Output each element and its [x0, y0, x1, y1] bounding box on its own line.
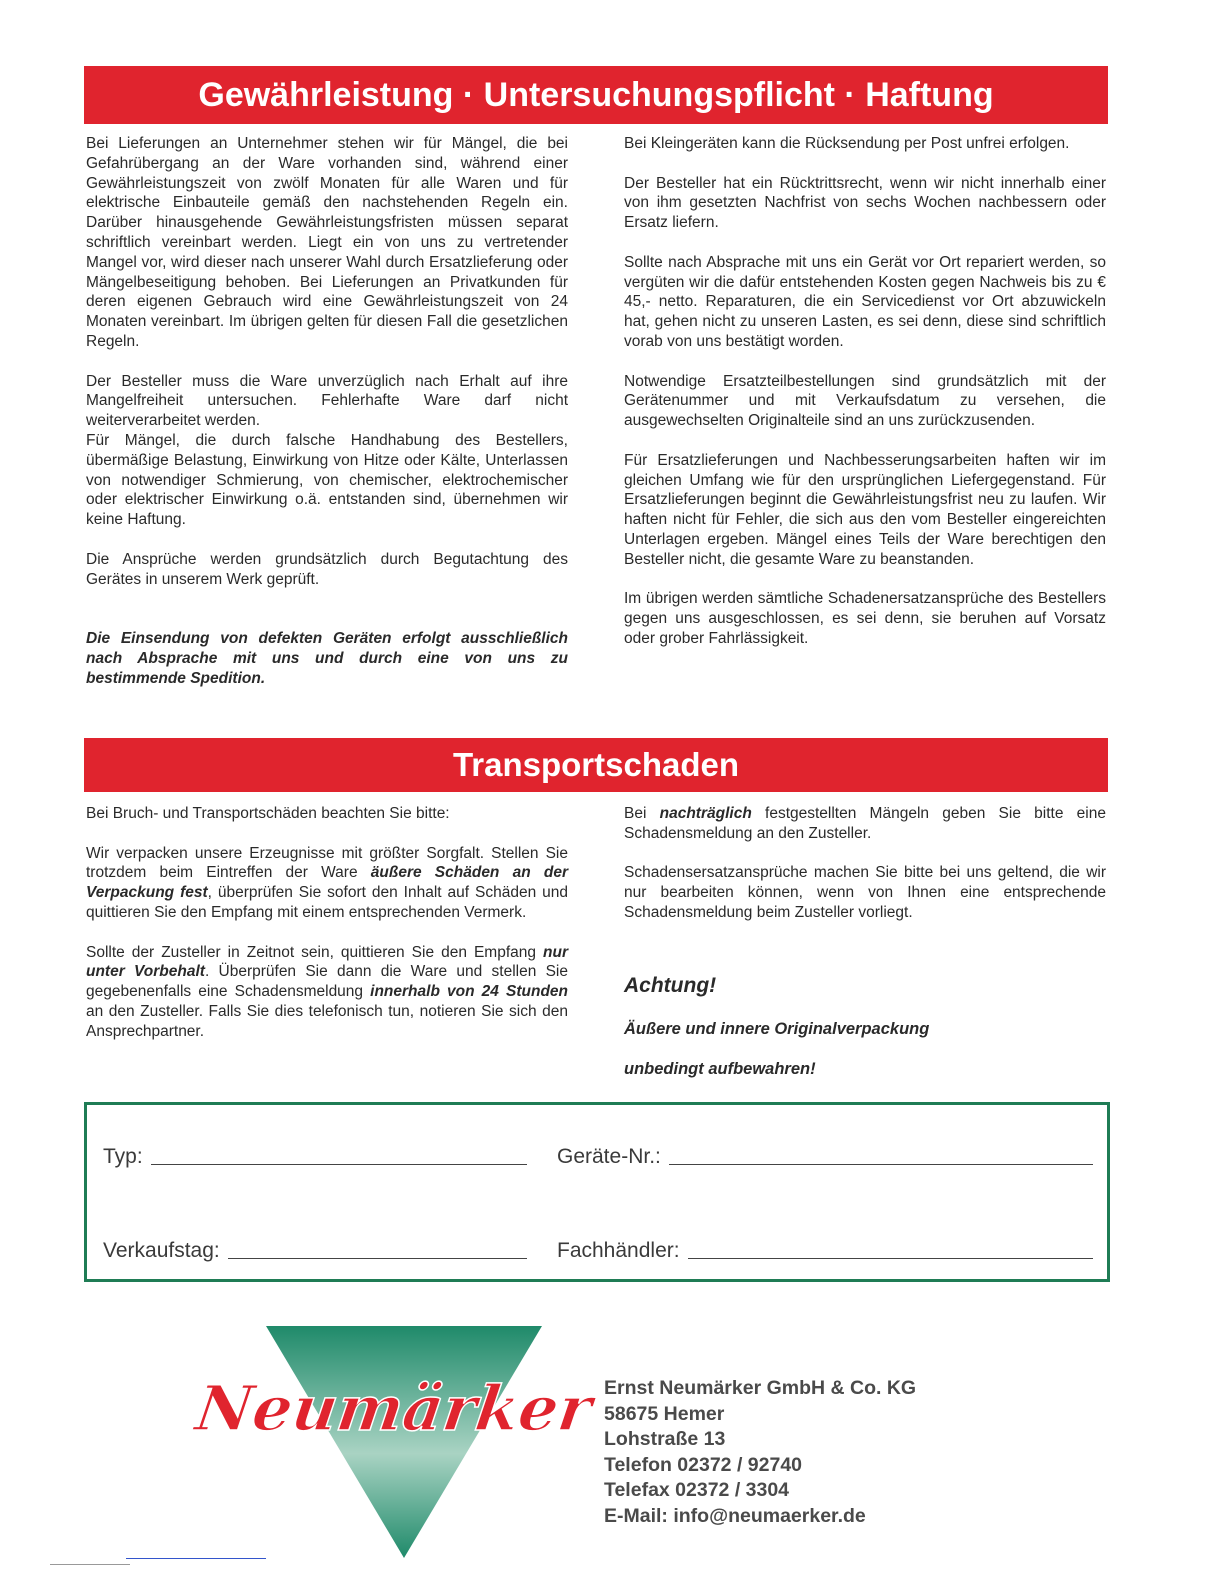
paragraph: Für Mängel, die durch falsche Handhabung des Bestellers, übermäßige Belastung, Einwirkung von Hitze oder Kälte, Unterlassen von notwendiger Schmierung, von chemischer, elektrochemischer oder elektrischer Einwirkung o.ä. entstanden sind, übernehmen wir keine Haftung. — [86, 431, 568, 529]
paragraph: Sollte nach Absprache mit uns ein Gerät vor Ort repariert werden, so vergüten wir die dafür entstehenden Kosten gegen Nachweis bis zu € 45,- netto. Reparaturen, die ein Servicedienst vor Ort abzuwickeln hat, gehen nicht zu unseren Lasten, es sei denn, diese sind schriftlich vorab von uns bestätigt worden. — [624, 253, 1106, 350]
verkaufstag-input-line[interactable] — [228, 1258, 527, 1259]
typ-input-line[interactable] — [151, 1164, 527, 1165]
shipping-notice: Die Einsendung von defekten Geräten erfolgt ausschließlich nach Absprache mit uns und durch eine von uns zu bestimmende Spedition. — [86, 629, 568, 687]
text: , überprüfen Sie sofort den Inhalt auf Schäden und quittieren Sie den Empfang mit einem entsprechenden Vermerk. — [86, 884, 568, 921]
fachhaendler-field[interactable] — [557, 1239, 1093, 1263]
gewaehrleistung-left-column — [86, 134, 568, 708]
paragraph: Bei Kleingeräten kann die Rücksendung per Post unfrei erfolgen. — [624, 135, 1070, 152]
text: festgestellten Mängeln geben Sie bitte eine Schadensmeldung an den Zusteller. — [624, 805, 1106, 842]
paragraph: Für Ersatzlieferungen und Nachbesserungsarbeiten haften wir im gleichen Umfang wie für den ursprünglichen Liefergegenstand. Für Ersatzlieferungen beginnt die Gewährleistungsfrist neu zu laufen. Wir haften nicht für Fehler, die sich aus den vom Besteller eingereichten Unterlagen ergeben. Mängel eines Teils der Ware berechtigen den Besteller nicht, die gesamte Ware zu beanstanden. — [624, 451, 1106, 568]
emphasis: nur unter Vorbehalt — [86, 943, 568, 981]
text: . Überprüfen Sie dann die Ware und stellen Sie gegebenenfalls eine Schadensmeldung — [86, 963, 569, 1001]
gewaehrleistung-right-column — [624, 134, 1106, 669]
section-title-transportschaden: Transportschaden — [84, 738, 1108, 792]
paragraph: Der Besteller hat ein Rücktrittsrecht, wenn wir nicht innerhalb einer von ihm gesetzten Nachfrist von sechs Wochen nachbessern oder Ersatz liefern. — [624, 174, 1106, 232]
warning-title: Achtung! — [624, 973, 717, 997]
warning-line: unbedingt aufbewahren! — [624, 1060, 816, 1079]
paragraph — [624, 804, 1106, 844]
paragraph — [86, 943, 568, 1042]
section-title-gewaehrleistung: Gewährleistung · Untersuchungspflicht · Haftung — [84, 66, 1108, 124]
text: Sollte der Zusteller in Zeitnot sein, quittieren Sie den Empfang — [86, 943, 544, 961]
text: Wir verpacken unsere Erzeugnisse mit größter Sorgfalt. Stellen Sie trotzdem beim Eintreffen der Ware — [86, 844, 568, 882]
verkaufstag-label: Verkaufstag: — [103, 1239, 220, 1262]
device-info-form — [84, 1102, 1110, 1282]
company-city: 58675 Hemer — [604, 1402, 725, 1425]
paragraph: Die Ansprüche werden grundsätzlich durch Begutachtung des Gerätes in unserem Werk geprüft. — [86, 550, 568, 588]
company-name: Ernst Neumärker GmbH & Co. KG — [604, 1377, 917, 1399]
emphasis: äußere Schäden an der Verpackung fest — [86, 864, 568, 902]
verkaufstag-field[interactable] — [103, 1239, 527, 1263]
fachhaendler-label: Fachhändler: — [557, 1239, 680, 1262]
paragraph: Bei Lieferungen an Unternehmer stehen wir für Mängel, die bei Gefahrübergang an der Ware vorhanden sind, während einer Gewährleistungszeit von zwölf Monaten für alle Waren und für elektrische Einbauteile gemäß den nachstehenden Regeln ein. Darüber hinausgehende Gewährleistungsfristen müssen separat schriftlich vereinbart werden. Liegt ein von uns zu vertretender Mangel vor, wird dieser nach unserer Wahl durch Ersatzlieferung oder Mängelbeseitigung behoben. Bei Lieferungen an Privatkunden für deren eigenen Gebrauch wird eine Gewährleistungszeit von 24 Monaten vereinbart. Im übrigen gelten für diesen Fall die gesetzlichen Regeln. — [86, 135, 568, 350]
paragraph — [86, 844, 568, 923]
neumaerker-logo — [191, 1322, 597, 1562]
transportschaden-right-column — [624, 804, 1106, 1100]
company-street: Lohstraße 13 — [604, 1428, 726, 1450]
warning-line: Äußere und innere Originalverpackung — [624, 1019, 930, 1038]
text: an den Zusteller. Falls Sie dies telefonisch tun, notieren Sie sich den Ansprechpartner. — [86, 1002, 568, 1040]
company-phone: Telefon 02372 / 92740 — [604, 1453, 803, 1476]
text: Bei — [624, 805, 660, 822]
company-address — [604, 1376, 916, 1529]
company-fax: Telefax 02372 / 3304 — [604, 1479, 790, 1501]
warning-box — [624, 973, 1106, 1081]
transportschaden-left-column — [86, 804, 568, 1061]
typ-field[interactable] — [103, 1145, 527, 1169]
emphasis: innerhalb von 24 Stunden — [370, 983, 568, 1001]
paragraph: Im übrigen werden sämtliche Schadenersatzansprüche des Bestellers gegen uns ausgeschlossen, es sei denn, sie beruhen auf Vorsatz oder grober Fahrlässigkeit. — [624, 590, 1106, 647]
geraete-nr-field[interactable] — [557, 1145, 1093, 1169]
divider — [50, 1564, 130, 1565]
geraete-nr-input-line[interactable] — [669, 1164, 1093, 1165]
geraete-nr-label: Geräte-Nr.: — [557, 1145, 661, 1168]
paragraph: Bei Bruch- und Transportschäden beachten Sie bitte: — [86, 805, 450, 822]
paragraph: Notwendige Ersatzteilbestellungen sind grundsätzlich mit der Gerätenummer und mit Verkaufsdatum zu versehen, die ausgewechselten Originalteile sind an uns zurückzusenden. — [624, 372, 1106, 430]
fachhaendler-input-line[interactable] — [688, 1258, 1093, 1259]
divider — [126, 1558, 266, 1559]
logo-wordmark: Neumärker — [191, 1372, 597, 1445]
paragraph: Schadensersatzansprüche machen Sie bitte bei uns geltend, die wir nur bearbeiten können, wenn von Ihnen eine entsprechende Schadensmeldung beim Zusteller vorliegt. — [624, 864, 1106, 921]
typ-label: Typ: — [103, 1145, 143, 1168]
company-email[interactable]: E-Mail: info@neumaerker.de — [604, 1504, 866, 1527]
paragraph: Der Besteller muss die Ware unverzüglich nach Erhalt auf ihre Mangelfreiheit untersuchen. Fehlerhafte Ware darf nicht weiterverarbeitet werden. — [86, 372, 568, 430]
emphasis: nachträglich — [659, 805, 752, 822]
